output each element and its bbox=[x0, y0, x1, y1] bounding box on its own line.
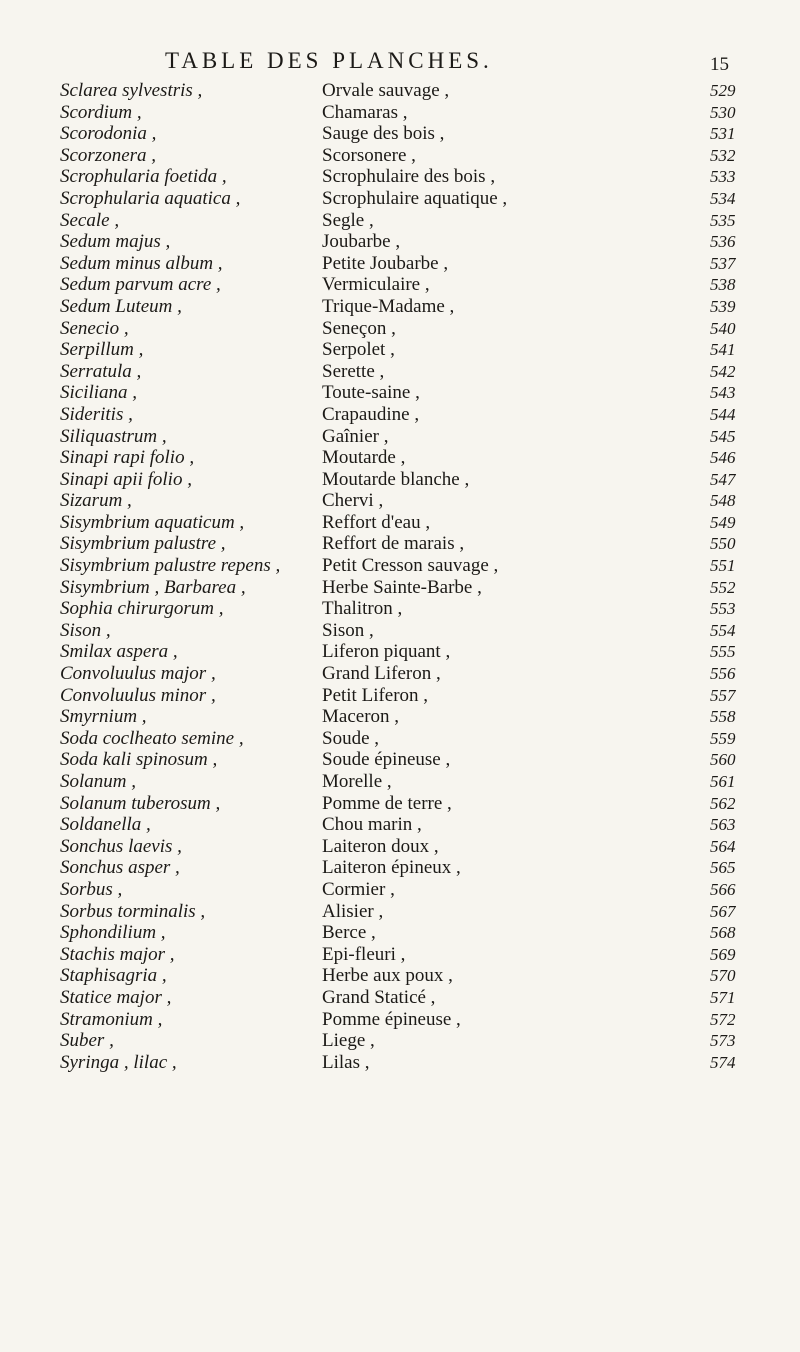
index-row bbox=[0, 1052, 800, 1074]
index-row bbox=[0, 577, 800, 599]
plate-number: 568 bbox=[710, 923, 736, 943]
index-row bbox=[0, 987, 800, 1009]
latin-name: Scorodonia , bbox=[60, 123, 157, 145]
index-row bbox=[0, 555, 800, 577]
french-name: Trique-Madame , bbox=[322, 295, 455, 317]
index-row bbox=[0, 620, 800, 642]
french-name: Soude , bbox=[322, 727, 379, 749]
index-row bbox=[0, 231, 800, 253]
latin-name: Senecio , bbox=[60, 317, 129, 339]
latin-name: Smilax aspera , bbox=[60, 641, 178, 663]
latin-name: Secale , bbox=[60, 209, 120, 231]
plate-number: 565 bbox=[710, 858, 736, 878]
plate-number: 544 bbox=[710, 404, 736, 424]
index-row bbox=[0, 533, 800, 555]
index-row bbox=[0, 1030, 800, 1052]
french-name: Sison , bbox=[322, 619, 374, 641]
index-row bbox=[0, 771, 800, 793]
plate-number: 555 bbox=[710, 642, 736, 662]
french-name: Gaînier , bbox=[322, 425, 389, 447]
french-name: Grand Liferon , bbox=[322, 663, 441, 685]
plate-number: 535 bbox=[710, 210, 736, 230]
plate-number: 552 bbox=[710, 577, 736, 597]
latin-name: Siciliana , bbox=[60, 382, 138, 404]
index-row bbox=[0, 123, 800, 145]
french-name: Reffort d'eau , bbox=[322, 511, 431, 533]
plate-number: 542 bbox=[710, 361, 736, 381]
french-name: Sauge des bois , bbox=[322, 123, 445, 145]
french-name: Segle , bbox=[322, 209, 374, 231]
plate-number: 546 bbox=[710, 448, 736, 468]
latin-name: Convoluulus major , bbox=[60, 663, 216, 685]
plate-number: 533 bbox=[710, 167, 736, 187]
index-row bbox=[0, 80, 800, 102]
latin-name: Soda coclheato semine , bbox=[60, 727, 244, 749]
latin-name: Scorzonera , bbox=[60, 144, 157, 166]
index-row bbox=[0, 965, 800, 987]
latin-name: Staphisagria , bbox=[60, 965, 167, 987]
french-name: Thalitron , bbox=[322, 598, 403, 620]
latin-name: Sophia chirurgorum , bbox=[60, 598, 224, 620]
index-row bbox=[0, 944, 800, 966]
latin-name: Sisymbrium aquaticum , bbox=[60, 511, 245, 533]
latin-name: Convoluulus minor , bbox=[60, 684, 216, 706]
index-row bbox=[0, 490, 800, 512]
index-row bbox=[0, 404, 800, 426]
plate-number: 553 bbox=[710, 599, 736, 619]
index-row bbox=[0, 814, 800, 836]
plate-number: 562 bbox=[710, 793, 736, 813]
latin-name: Sclarea sylvestris , bbox=[60, 80, 203, 101]
latin-name: Serratula , bbox=[60, 360, 142, 382]
index-row bbox=[0, 274, 800, 296]
latin-name: Siliquastrum , bbox=[60, 425, 167, 447]
latin-name: Sonchus laevis , bbox=[60, 835, 182, 857]
plate-number: 560 bbox=[710, 750, 736, 770]
french-name: Maceron , bbox=[322, 706, 400, 728]
plate-number: 541 bbox=[710, 340, 736, 360]
page-title: TABLE DES PLANCHES. bbox=[165, 48, 493, 73]
latin-name: Smyrnium , bbox=[60, 706, 147, 728]
plate-number: 566 bbox=[710, 879, 736, 899]
index-row bbox=[0, 706, 800, 728]
plate-number: 540 bbox=[710, 318, 736, 338]
latin-name: Sorbus , bbox=[60, 878, 123, 900]
index-row bbox=[0, 102, 800, 124]
latin-name: Sphondilium , bbox=[60, 922, 166, 944]
french-name: Joubarbe , bbox=[322, 231, 401, 253]
index-row bbox=[0, 361, 800, 383]
plate-number: 571 bbox=[710, 987, 736, 1007]
index-row bbox=[0, 512, 800, 534]
latin-name: Sisymbrium palustre repens , bbox=[60, 555, 281, 577]
french-name: Chervi , bbox=[322, 490, 384, 512]
plate-number: 538 bbox=[710, 275, 736, 295]
latin-name: Sedum parvum acre , bbox=[60, 274, 221, 296]
latin-name: Scrophularia foetida , bbox=[60, 166, 227, 188]
french-name: Petit Liferon , bbox=[322, 684, 429, 706]
plate-number: 572 bbox=[710, 1009, 736, 1029]
latin-name: Stachis major , bbox=[60, 943, 175, 965]
index-row bbox=[0, 339, 800, 361]
plate-number: 559 bbox=[710, 728, 736, 748]
latin-name: Scordium , bbox=[60, 101, 142, 123]
index-row bbox=[0, 922, 800, 944]
french-name: Grand Staticé , bbox=[322, 986, 436, 1008]
index-row bbox=[0, 598, 800, 620]
plate-number: 554 bbox=[710, 620, 736, 640]
plate-number: 561 bbox=[710, 772, 736, 791]
plate-index-list bbox=[0, 80, 800, 1073]
latin-name: Sorbus torminalis , bbox=[60, 900, 206, 922]
index-row bbox=[0, 318, 800, 340]
plate-number: 567 bbox=[710, 901, 736, 921]
latin-name: Sison , bbox=[60, 619, 111, 641]
french-name: Herbe aux poux , bbox=[322, 965, 453, 987]
french-name: Berce , bbox=[322, 922, 376, 944]
plate-number: 570 bbox=[710, 966, 736, 986]
latin-name: Sisymbrium palustre , bbox=[60, 533, 226, 555]
index-row bbox=[0, 166, 800, 188]
latin-name: Sedum minus album , bbox=[60, 252, 223, 274]
plate-number: 548 bbox=[710, 491, 736, 511]
index-row bbox=[0, 188, 800, 210]
latin-name: Scrophularia aquatica , bbox=[60, 187, 241, 209]
index-row bbox=[0, 901, 800, 923]
french-name: Morelle , bbox=[322, 771, 392, 792]
page-number: 15 bbox=[710, 54, 729, 75]
french-name: Crapaudine , bbox=[322, 403, 420, 425]
index-row bbox=[0, 210, 800, 232]
plate-number: 529 bbox=[710, 81, 736, 100]
plate-number: 558 bbox=[710, 707, 736, 727]
french-name: Epi-fleuri , bbox=[322, 943, 406, 965]
french-name: Laiteron épineux , bbox=[322, 857, 461, 879]
index-row bbox=[0, 685, 800, 707]
latin-name: Sedum majus , bbox=[60, 231, 171, 253]
latin-name: Solanum tuberosum , bbox=[60, 792, 221, 814]
french-name: Soude épineuse , bbox=[322, 749, 451, 771]
french-name: Scorsonere , bbox=[322, 144, 416, 166]
plate-number: 569 bbox=[710, 944, 736, 964]
latin-name: Serpillum , bbox=[60, 339, 144, 361]
french-name: Chamaras , bbox=[322, 101, 408, 123]
index-row bbox=[0, 857, 800, 879]
index-row bbox=[0, 663, 800, 685]
plate-number: 534 bbox=[710, 188, 736, 208]
plate-number: 539 bbox=[710, 296, 736, 316]
plate-number: 574 bbox=[710, 1052, 736, 1072]
latin-name: Soldanella , bbox=[60, 814, 151, 836]
french-name: Pomme de terre , bbox=[322, 792, 452, 814]
index-row bbox=[0, 641, 800, 663]
index-row bbox=[0, 382, 800, 404]
latin-name: Sizarum , bbox=[60, 490, 132, 512]
index-row bbox=[0, 749, 800, 771]
french-name: Serette , bbox=[322, 360, 385, 382]
latin-name: Statice major , bbox=[60, 986, 172, 1008]
plate-number: 536 bbox=[710, 232, 736, 252]
plate-number: 547 bbox=[710, 469, 736, 489]
french-name: Orvale sauvage , bbox=[322, 80, 450, 101]
french-name: Pomme épineuse , bbox=[322, 1008, 461, 1030]
latin-name: Sonchus asper , bbox=[60, 857, 180, 879]
plate-number: 532 bbox=[710, 145, 736, 165]
french-name: Herbe Sainte-Barbe , bbox=[322, 576, 482, 598]
french-name: Liege , bbox=[322, 1030, 375, 1052]
plate-number: 557 bbox=[710, 685, 736, 705]
latin-name: Syringa , lilac , bbox=[60, 1051, 177, 1073]
french-name: Toute-saine , bbox=[322, 382, 420, 404]
index-row bbox=[0, 145, 800, 167]
french-name: Petit Cresson sauvage , bbox=[322, 555, 499, 577]
french-name: Scrophulaire des bois , bbox=[322, 166, 496, 188]
french-name: Chou marin , bbox=[322, 814, 422, 836]
french-name: Serpolet , bbox=[322, 339, 395, 361]
french-name: Vermiculaire , bbox=[322, 274, 430, 296]
index-row bbox=[0, 253, 800, 275]
plate-number: 537 bbox=[710, 253, 736, 273]
latin-name: Sinapi apii folio , bbox=[60, 468, 192, 490]
plate-number: 556 bbox=[710, 664, 736, 684]
plate-number: 530 bbox=[710, 102, 736, 122]
french-name: Alisier , bbox=[322, 900, 384, 922]
french-name: Reffort de marais , bbox=[322, 533, 465, 555]
plate-number: 563 bbox=[710, 815, 736, 835]
index-row bbox=[0, 728, 800, 750]
latin-name: Sideritis , bbox=[60, 403, 133, 425]
index-row bbox=[0, 447, 800, 469]
french-name: Petite Joubarbe , bbox=[322, 252, 449, 274]
plate-number: 545 bbox=[710, 426, 736, 446]
plate-number: 543 bbox=[710, 383, 736, 403]
plate-number: 573 bbox=[710, 1031, 736, 1051]
french-name: Moutarde blanche , bbox=[322, 468, 470, 490]
latin-name: Soda kali spinosum , bbox=[60, 749, 218, 771]
index-row bbox=[0, 1009, 800, 1031]
latin-name: Suber , bbox=[60, 1030, 114, 1052]
index-row bbox=[0, 836, 800, 858]
plate-number: 550 bbox=[710, 534, 736, 554]
plate-number: 531 bbox=[710, 124, 736, 144]
index-row bbox=[0, 879, 800, 901]
french-name: Liferon piquant , bbox=[322, 641, 451, 663]
latin-name: Solanum , bbox=[60, 771, 136, 792]
french-name: Seneçon , bbox=[322, 317, 396, 339]
french-name: Lilas , bbox=[322, 1051, 370, 1073]
index-row bbox=[0, 426, 800, 448]
plate-number: 551 bbox=[710, 556, 736, 576]
french-name: Laiteron doux , bbox=[322, 835, 439, 857]
index-row bbox=[0, 469, 800, 491]
latin-name: Sedum Luteum , bbox=[60, 295, 182, 317]
latin-name: Stramonium , bbox=[60, 1008, 163, 1030]
french-name: Cormier , bbox=[322, 878, 395, 900]
french-name: Scrophulaire aquatique , bbox=[322, 187, 508, 209]
plate-number: 549 bbox=[710, 512, 736, 532]
french-name: Moutarde , bbox=[322, 447, 406, 469]
index-row bbox=[0, 296, 800, 318]
latin-name: Sisymbrium , Barbarea , bbox=[60, 576, 246, 598]
plate-number: 564 bbox=[710, 836, 736, 856]
latin-name: Sinapi rapi folio , bbox=[60, 447, 195, 469]
index-row bbox=[0, 793, 800, 815]
